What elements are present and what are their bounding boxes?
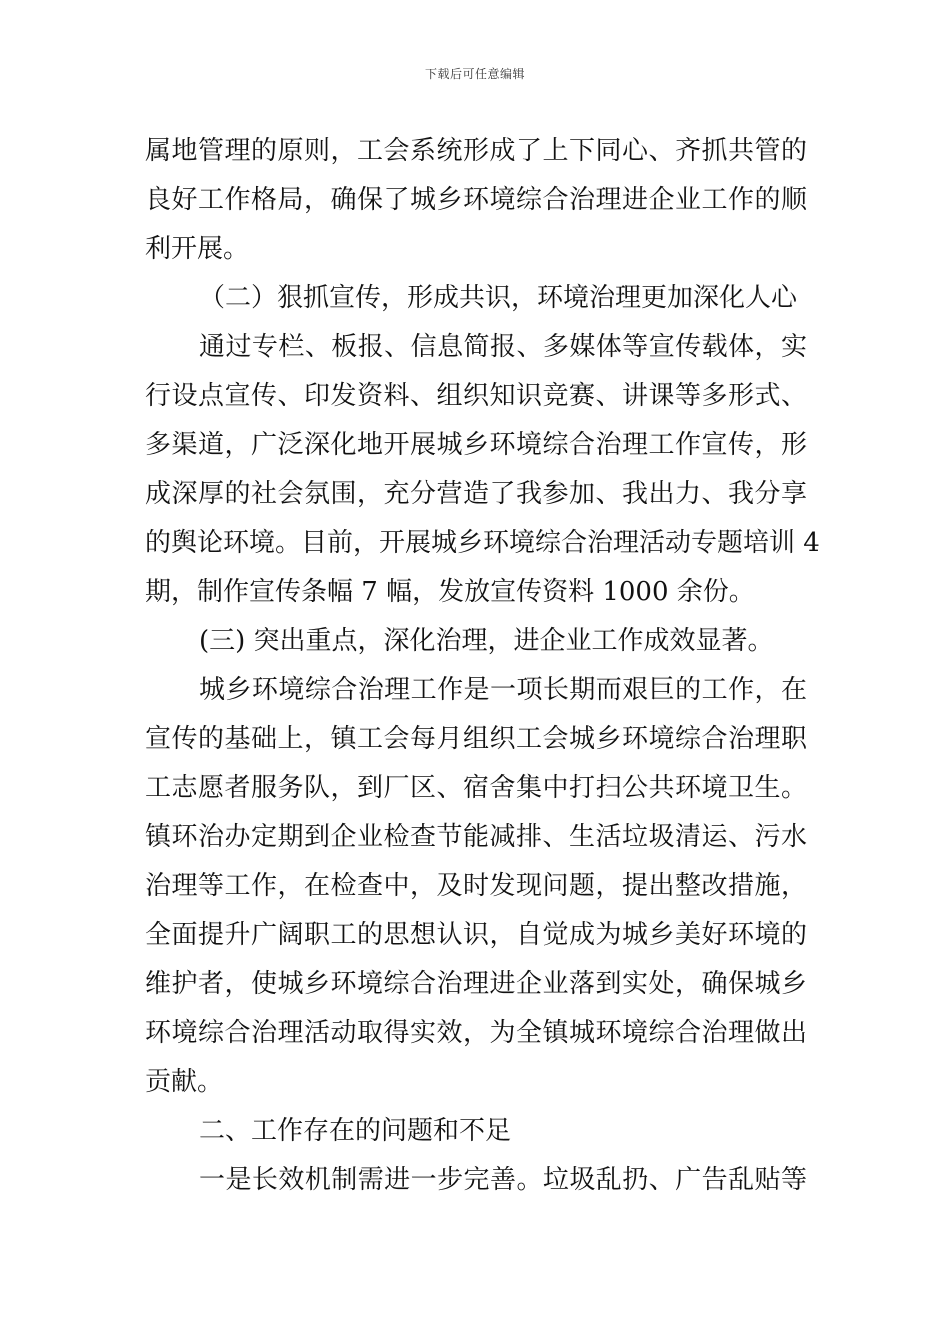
paragraph-line: 一是长效机制需进一步完善。垃圾乱扔、广告乱贴等: [199, 1165, 807, 1195]
paragraph-line: 治理等工作，在检查中，及时发现问题，提出整改措施，: [145, 871, 807, 901]
section-heading: (三) 突出重点，深化治理，进企业工作成效显著。: [199, 626, 774, 656]
page-header: 下载后可任意编辑: [424, 67, 525, 81]
paragraph-line: 维护者，使城乡环境综合治理进企业落到实处，确保城乡: [145, 969, 807, 999]
paragraph-line: 期，制作宣传条幅 7 幅，发放宣传资料 1000 余份。: [145, 577, 755, 607]
paragraph-line: 城乡环境综合治理工作是一项长期而艰巨的工作，在: [199, 675, 807, 705]
paragraph-line: 良好工作格局，确保了城乡环境综合治理进企业工作的顺: [145, 185, 807, 215]
paragraph-line: 属地管理的原则，工会系统形成了上下同心、齐抓共管的: [145, 136, 807, 166]
section-heading: （二）狠抓宣传，形成共识，环境治理更加深化人心: [199, 283, 798, 313]
paragraph-line: 利开展。: [145, 234, 250, 264]
paragraph-line: 宣传的基础上，镇工会每月组织工会城乡环境综合治理职: [145, 724, 807, 754]
paragraph-line: 镇环治办定期到企业检查节能减排、生活垃圾清运、污水: [145, 822, 807, 852]
paragraph-line: 行设点宣传、印发资料、组织知识竞赛、讲课等多形式、: [145, 381, 807, 411]
document-body: [145, 127, 820, 1205]
paragraph-line: 贡献。: [145, 1067, 224, 1097]
paragraph-line: 的舆论环境。目前，开展城乡环境综合治理活动专题培训 4: [145, 528, 820, 558]
section-heading: 二、工作存在的问题和不足: [199, 1116, 512, 1146]
paragraph-line: 通过专栏、板报、信息简报、多媒体等宣传载体，实: [199, 332, 807, 362]
paragraph-line: 工志愿者服务队，到厂区、宿舍集中打扫公共环境卫生。: [145, 773, 807, 803]
paragraph-line: 环境综合治理活动取得实效，为全镇城环境综合治理做出: [145, 1018, 807, 1048]
paragraph-line: 多渠道，广泛深化地开展城乡环境综合治理工作宣传，形: [145, 430, 807, 460]
paragraph-line: 成深厚的社会氛围，充分营造了我参加、我出力、我分享: [145, 479, 807, 509]
paragraph-line: 全面提升广阔职工的思想认识，自觉成为城乡美好环境的: [145, 920, 807, 950]
